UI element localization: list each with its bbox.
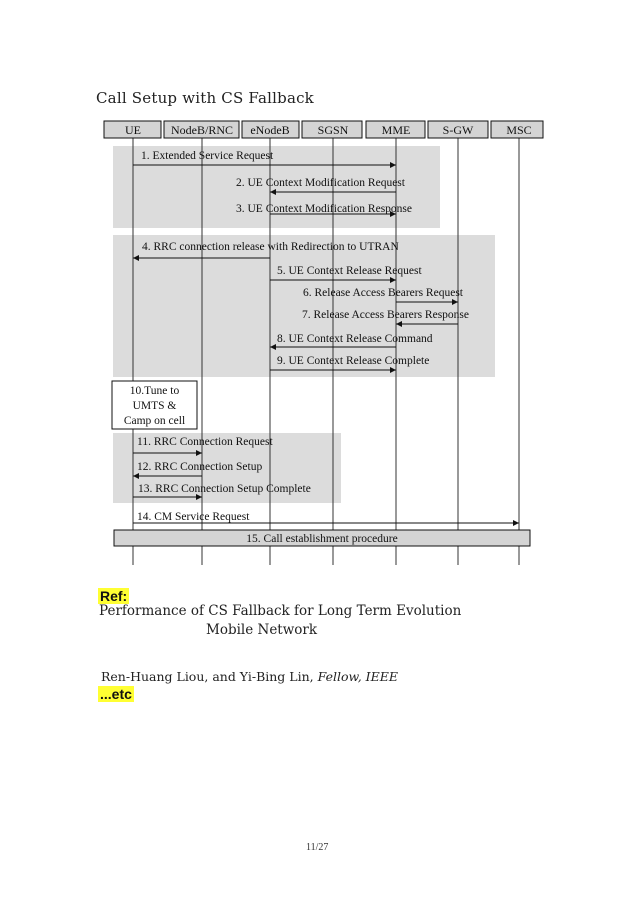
entity-label-sgsn: SGSN bbox=[317, 123, 349, 137]
page-title: Call Setup with CS Fallback bbox=[96, 89, 314, 107]
call-establishment-label: 15. Call establishment procedure bbox=[246, 533, 398, 545]
message-8-label: 8. UE Context Release Command bbox=[277, 333, 433, 345]
entity-label-nodeb-rnc: NodeB/RNC bbox=[170, 123, 234, 137]
entity-label-msc: MSC bbox=[506, 123, 532, 137]
reference-title-line-2: Mobile Network bbox=[206, 622, 318, 638]
entity-label-ue: UE bbox=[125, 123, 141, 137]
entity-label-enodeb: eNodeB bbox=[250, 123, 290, 137]
page-number: 11/27 bbox=[306, 842, 329, 853]
tune-box-line-3: Camp on cell bbox=[123, 415, 186, 427]
entity-label-mme: MME bbox=[381, 123, 411, 137]
reference-title-line-1: Performance of CS Fallback for Long Term Evolution bbox=[99, 603, 462, 619]
tune-box-line-2: UMTS & bbox=[132, 400, 177, 412]
message-10-label: 11. RRC Connection Request bbox=[137, 436, 273, 448]
message-2-label: 2. UE Context Modification Request bbox=[236, 177, 405, 189]
message-1-label: 1. Extended Service Request bbox=[141, 150, 274, 162]
tune-to-umts-box bbox=[112, 381, 197, 429]
message-6-label: 6. Release Access Bearers Request bbox=[303, 287, 463, 299]
call-establishment-bar bbox=[114, 530, 530, 546]
message-11-label: 12. RRC Connection Setup bbox=[137, 461, 263, 473]
message-7-label: 7. Release Access Bearers Response bbox=[302, 309, 470, 321]
message-12-label: 13. RRC Connection Setup Complete bbox=[138, 483, 311, 495]
ref-label: Ref: bbox=[100, 588, 128, 604]
reference-authors bbox=[101, 669, 398, 684]
etc-label: ...etc bbox=[100, 686, 132, 702]
message-3-label: 3. UE Context Modification Response bbox=[236, 203, 412, 215]
message-4-label: 4. RRC connection release with Redirection to UTRAN bbox=[142, 241, 399, 253]
authors-names: Ren-Huang Liou, and Yi-Bing Lin, bbox=[101, 669, 314, 684]
authors-fellow: Fellow, IEEE bbox=[317, 669, 398, 684]
message-13-label: 14. CM Service Request bbox=[137, 511, 250, 523]
message-5-label: 5. UE Context Release Request bbox=[277, 265, 422, 277]
tune-box-line-1: 10.Tune to bbox=[129, 385, 180, 397]
entity-label-s-gw: S-GW bbox=[442, 123, 474, 137]
message-9-label: 9. UE Context Release Complete bbox=[277, 355, 430, 367]
